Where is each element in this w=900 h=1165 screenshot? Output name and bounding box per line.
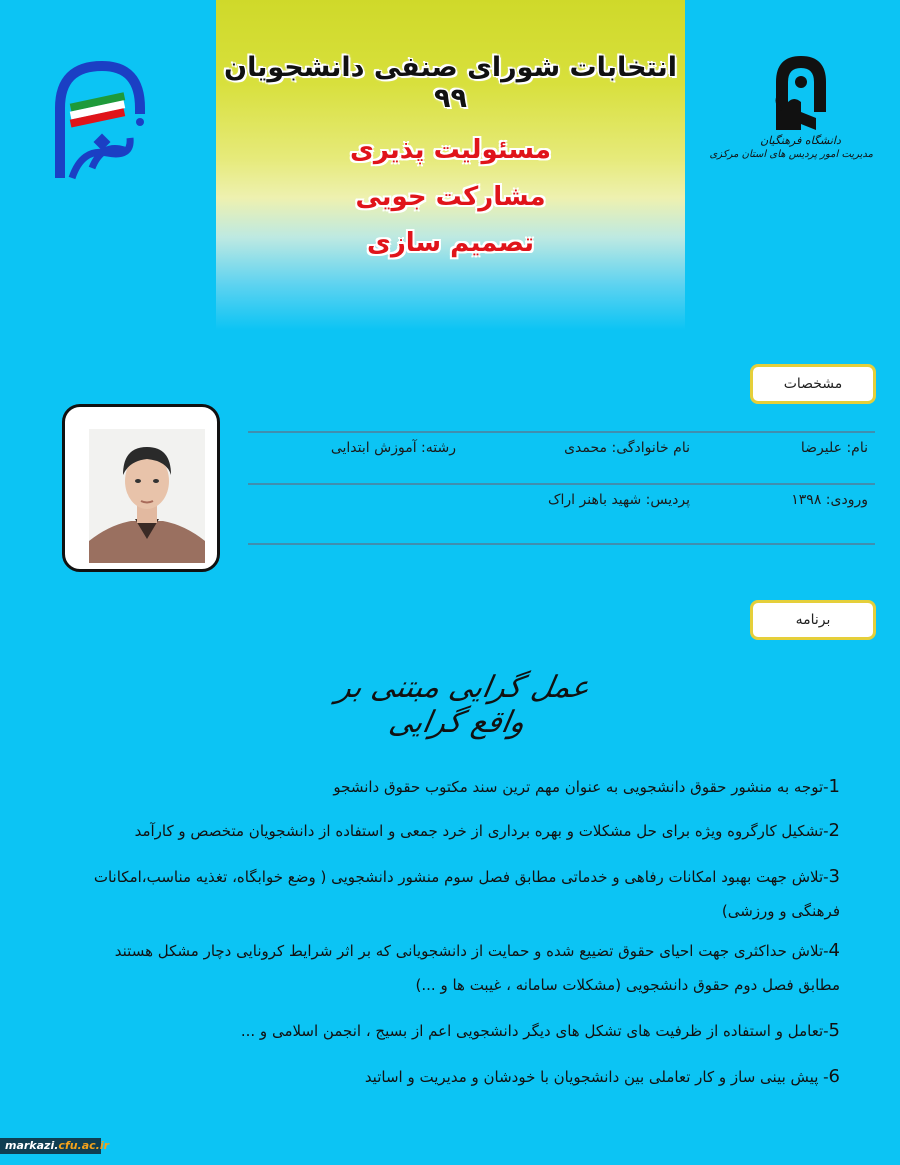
entry-year-label: ورودی: [825,492,868,508]
slogan-decision-making: تصمیم سازی [367,228,534,258]
program-item-number: 1 [828,776,840,797]
program-item-2 [70,814,840,848]
program-item-text: -تشکیل کارگروه ویژه برای حل مشکلات و بهره برداری از خرد جمعی و استفاده از دانشجویان متخصص و کارآمد [134,822,829,840]
campus-field [548,492,690,508]
entry-year-field [791,492,868,508]
major-value: آموزش ابتدایی [330,440,417,456]
senfi-council-logo [52,58,147,183]
header-banner [216,0,685,330]
program-item-text: -تلاش حداکثری جهت احیای حقوق تضییع شده و حمایت از دانشجویانی که بر اثر شرایط کرونایی دچار مشکل هستند مطابق فصل دوم حقوق دانشجویی (مشکلات سامانه ، غیبت ها و ...) [114,942,840,994]
first-name-value: علیرضا [800,440,842,456]
major-field [331,440,456,456]
program-item-6 [70,1060,840,1094]
program-item-text: - پیش بینی ساز و کار تعاملی بین دانشجویان با خودشان و مدیریت و اساتید [364,1068,829,1086]
program-item-3 [70,860,840,928]
program-item-number: 5 [828,1020,840,1041]
last-name-value: محمدی [564,440,608,456]
site-watermark [0,1138,110,1154]
program-item-text: -توجه به منشور حقوق دانشجویی به عنوان مهم ترین سند مکتوب حقوق دانشجو [333,778,829,796]
entry-year-value: ۱۳۹۸ [791,492,822,508]
last-name-label: نام خانوادگی: [611,440,690,456]
major-label: رشته: [421,440,456,456]
banner-title: انتخابات شورای صنفی دانشجویان ۹۹ [224,52,677,114]
info-rule-bottom [248,543,875,545]
last-name-field [564,440,690,456]
first-name-field [801,440,868,456]
program-item-4 [70,934,840,1002]
program-item-number: 3 [828,866,840,887]
program-item-5 [70,1014,840,1048]
watermark-part2: cfu.ac.ir [58,1139,110,1152]
motto: عمل گرایی مبتنی بر واقع گرایی [333,670,593,740]
candidate-photo-frame [62,404,220,572]
slogan-responsibility: مسئولیت پذیری [350,135,551,165]
portrait-icon [89,429,205,563]
slogan-participation: مشارکت جویی [355,182,546,212]
first-name-label: نام: [846,440,868,456]
university-dept: مدیریت امور پردیس های استان مرکزی [709,149,873,160]
campus-value: شهید باهنر اراک [547,492,642,508]
info-rule-middle [248,483,875,485]
farhangian-university-logo-icon [766,52,836,132]
senfi-council-logo-icon [52,58,147,183]
university-logo [709,52,873,187]
candidate-photo [89,429,205,563]
watermark-part1: markazi. [5,1139,59,1152]
campus-label: پردیس: [645,492,690,508]
program-item-text: -تلاش جهت بهبود امکانات رفاهی و خدماتی مطابق فصل سوم منشور دانشجویی ( وضع خوابگاه، تغذیه مناسب،امکانات فرهنگی و ورزشی) [93,868,840,920]
university-name: دانشگاه فرهنگیان [760,134,841,147]
program-item-text: -تعامل و استفاده از ظرفیت های تشکل های دیگر دانشجویی اعم از بسیج ، انجمن اسلامی و ... [240,1022,829,1040]
program-item-number: 4 [828,940,840,961]
program-item-number: 6 [828,1066,840,1087]
program-section-label: برنامه [750,600,876,640]
info-rule-top [248,431,875,433]
program-item-1 [70,770,840,804]
program-item-number: 2 [828,820,840,841]
profile-section-label: مشخصات [750,364,876,404]
